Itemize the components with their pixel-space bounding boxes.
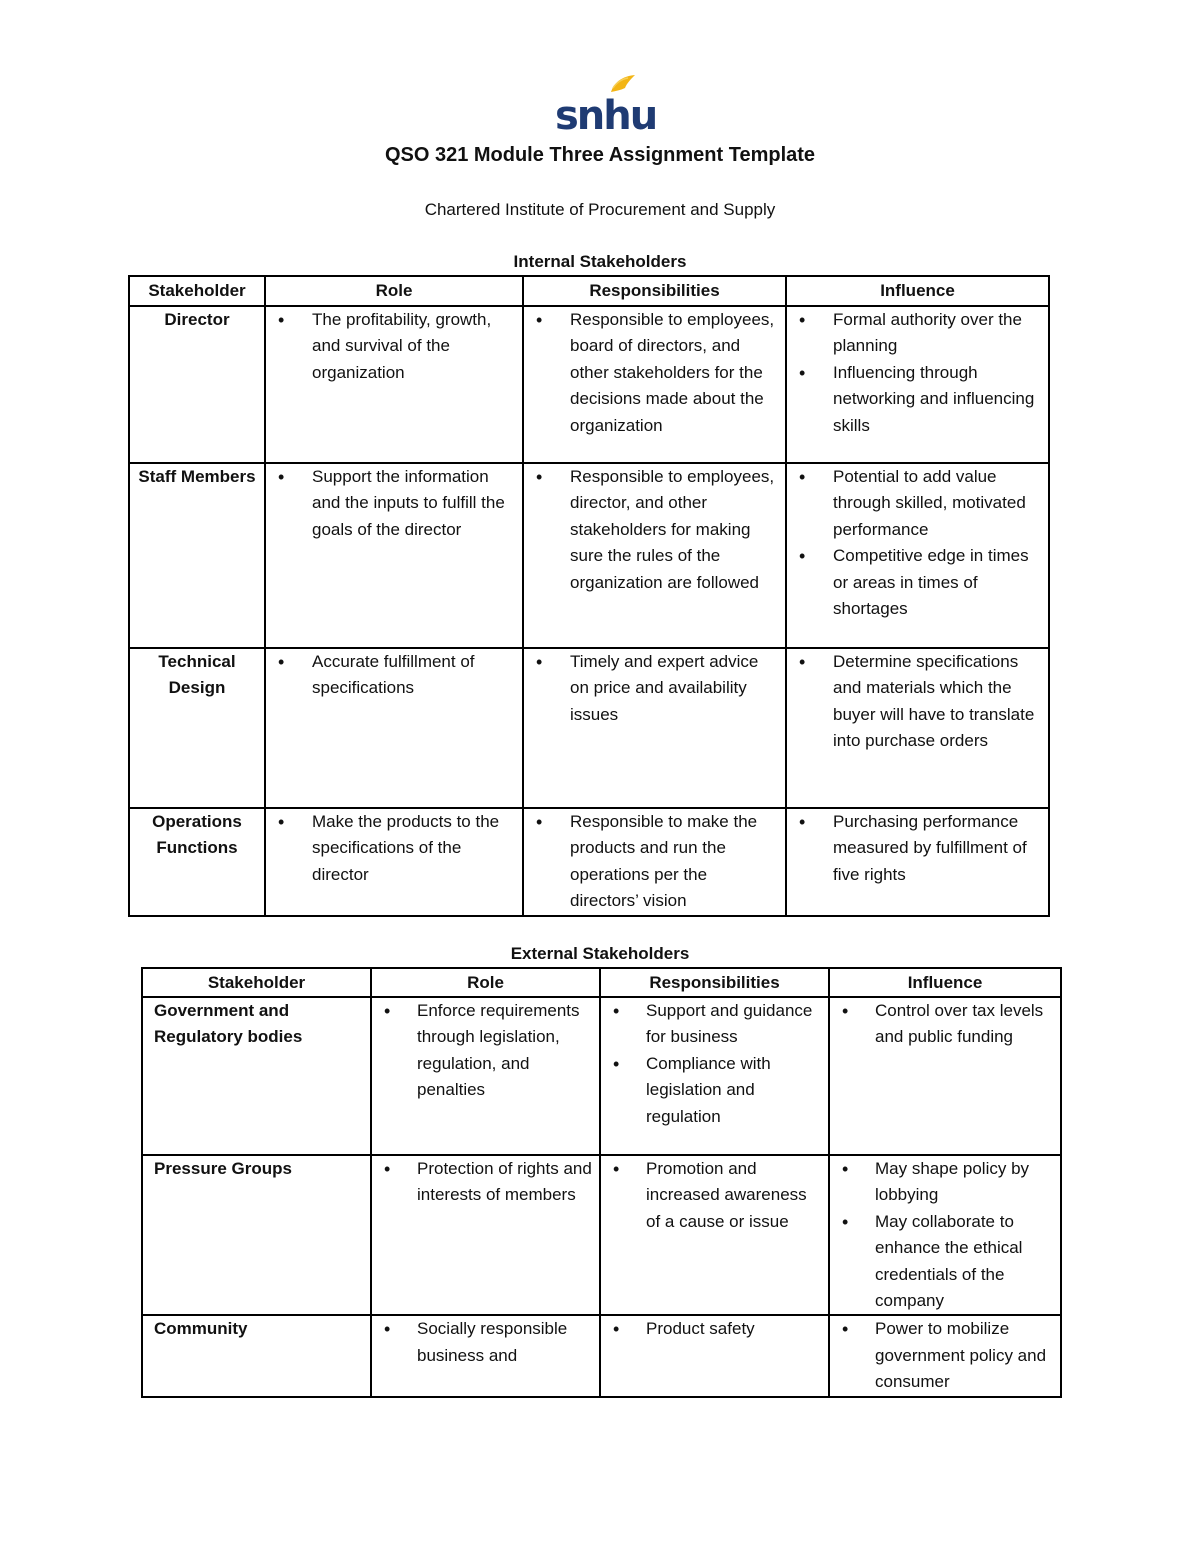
list-item: • Responsible to employees, director, and other stakeholders for making sure the rules of the organization are followed	[530, 464, 779, 596]
responsibilities-cell	[600, 1315, 829, 1396]
list-item: • Responsible to employees, board of directors, and other stakeholders for the decisions made about the organization	[530, 307, 779, 439]
internal-stakeholders-table	[128, 275, 1050, 917]
list-item: • Compliance with legislation and regulation	[607, 1051, 822, 1130]
stakeholder-cell: Technical Design	[129, 648, 265, 808]
responsibilities-cell	[523, 463, 786, 648]
role-cell	[265, 463, 523, 648]
stakeholder-cell: Community	[142, 1315, 371, 1396]
header-responsibilities: Responsibilities	[600, 968, 829, 997]
responsibilities-cell	[600, 997, 829, 1155]
role-cell	[265, 808, 523, 916]
list-item: • Formal authority over the planning	[793, 307, 1042, 360]
list-item: • Responsible to make the products and run the operations per the directors’ vision	[530, 809, 779, 915]
responsibilities-cell	[523, 648, 786, 808]
internal-stakeholders-caption: Internal Stakeholders	[513, 252, 687, 271]
list-item: • Promotion and increased awareness of a cause or issue	[607, 1156, 822, 1235]
influence-cell	[786, 808, 1049, 916]
header-influence: Influence	[829, 968, 1061, 997]
list-item: • Make the products to the specifications of the director	[272, 809, 516, 888]
list-item: • Determine specifications and materials which the buyer will have to translate into purchase orders	[793, 649, 1042, 755]
list-item: • Protection of rights and interests of members	[378, 1156, 593, 1209]
influence-cell	[829, 997, 1061, 1155]
influence-cell	[786, 648, 1049, 808]
header-responsibilities: Responsibilities	[523, 276, 786, 306]
table-row	[129, 808, 1049, 916]
external-stakeholders-caption: External Stakeholders	[510, 944, 690, 963]
header-influence: Influence	[786, 276, 1049, 306]
table-row	[129, 306, 1049, 463]
role-cell	[265, 306, 523, 463]
header-role: Role	[371, 968, 600, 997]
stakeholder-cell: Operations Functions	[129, 808, 265, 916]
responsibilities-cell	[600, 1155, 829, 1315]
stakeholder-cell: Director	[129, 306, 265, 463]
influence-cell	[829, 1315, 1061, 1396]
table-row	[142, 997, 1061, 1155]
list-item: • Influencing through networking and influencing skills	[793, 360, 1042, 439]
list-item: • Competitive edge in times or areas in times of shortages	[793, 543, 1042, 622]
list-item: • May collaborate to enhance the ethical credentials of the company	[836, 1209, 1054, 1315]
list-item: • Support the information and the inputs to fulfill the goals of the director	[272, 464, 516, 543]
list-item: • The profitability, growth, and survival of the organization	[272, 307, 516, 386]
snhu-logo	[555, 74, 657, 139]
list-item: • Support and guidance for business	[607, 998, 822, 1051]
list-item: • Potential to add value through skilled, motivated performance	[793, 464, 1042, 543]
table-row	[142, 1155, 1061, 1315]
table-row	[129, 648, 1049, 808]
snhu-logo-icon	[555, 74, 657, 139]
list-item: • Accurate fulfillment of specifications	[272, 649, 516, 702]
stakeholder-cell: Staff Members	[129, 463, 265, 648]
role-cell	[371, 997, 600, 1155]
external-stakeholders-table	[141, 967, 1062, 1398]
table-row	[129, 463, 1049, 648]
responsibilities-cell	[523, 306, 786, 463]
header-stakeholder: Stakeholder	[142, 968, 371, 997]
role-cell	[371, 1315, 600, 1396]
list-item: • May shape policy by lobbying	[836, 1156, 1054, 1209]
list-item: • Enforce requirements through legislation, regulation, and penalties	[378, 998, 593, 1104]
table-header-row	[142, 968, 1061, 997]
list-item: • Control over tax levels and public funding	[836, 998, 1054, 1051]
influence-cell	[786, 306, 1049, 463]
list-item: • Timely and expert advice on price and availability issues	[530, 649, 779, 728]
influence-cell	[786, 463, 1049, 648]
list-item: • Product safety	[607, 1316, 822, 1342]
header-role: Role	[265, 276, 523, 306]
responsibilities-cell	[523, 808, 786, 916]
list-item: • Power to mobilize government policy and consumer	[836, 1316, 1054, 1395]
svg-text:snhu: snhu	[555, 93, 657, 139]
stakeholder-cell: Government and Regulatory bodies	[142, 997, 371, 1155]
document-title: QSO 321 Module Three Assignment Template	[384, 144, 816, 166]
document-subtitle: Chartered Institute of Procurement and Supply	[424, 200, 776, 219]
header-stakeholder: Stakeholder	[129, 276, 265, 306]
table-header-row	[129, 276, 1049, 306]
role-cell	[371, 1155, 600, 1315]
influence-cell	[829, 1155, 1061, 1315]
role-cell	[265, 648, 523, 808]
list-item: • Socially responsible business and	[378, 1316, 593, 1369]
table-row	[142, 1315, 1061, 1396]
stakeholder-cell: Pressure Groups	[142, 1155, 371, 1315]
list-item: • Purchasing performance measured by fulfillment of five rights	[793, 809, 1042, 888]
